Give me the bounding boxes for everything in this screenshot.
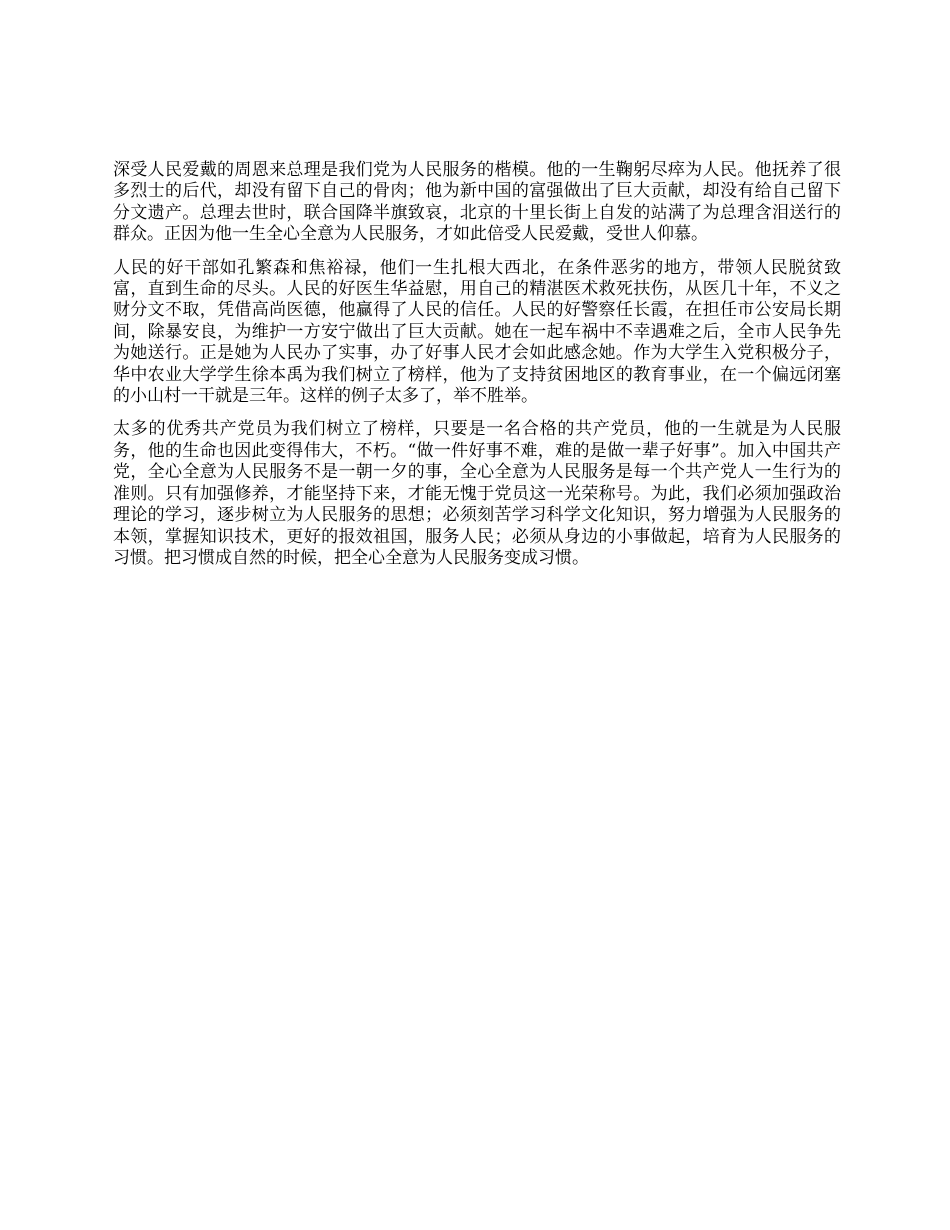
paragraph-3: 太多的优秀共产党员为我们树立了榜样，只要是一名合格的共产党员，他的一生就是为人民服务，他的生命也因此变得伟大，不朽。“做一件好事不难，难的是做一辈子好事”。加入中国共产党，全心全意为人民服务不是一朝一夕的事，全心全意为人民服务是每一个共产党人一生行为的准则。只有加强修养，才能坚持下来，才能无愧于党员这一光荣称号。为此，我们必须加强政治理论的学习，逐步树立为人民服务的思想；必须刻苦学习科学文化知识，努力增强为人民服务的本领，掌握知识技术，更好的报效祖国，服务人民；必须从身边的小事做起，培育为人民服务的习惯。把习惯成自然的时候，把全心全意为人民服务变成习惯。 xyxy=(113,419,841,568)
paragraph-2: 人民的好干部如孔繁森和焦裕禄，他们一生扎根大西北，在条件恶劣的地方，带领人民脱贫致富，直到生命的尽头。人民的好医生华益慰，用自己的精湛医术救死扶伤，从医几十年，不义之财分文不取，凭借高尚医德，他赢得了人民的信任。人民的好警察任长霞，在担任市公安局长期间，除暴安良，为维护一方安宁做出了巨大贡献。她在一起车祸中不幸遇难之后，全市人民争先为她送行。正是她为人民办了实事，办了好事人民才会如此感念她。作为大学生入党积极分子，华中农业大学学生徐本禹为我们树立了榜样，他为了支持贫困地区的教育事业，在一个偏远闭塞的小山村一干就是三年。这样的例子太多了，举不胜举。 xyxy=(113,257,841,407)
paragraph-1: 深受人民爱戴的周恩来总理是我们党为人民服务的楷模。他的一生鞠躬尽瘁为人民。他抚养了很多烈士的后代，却没有留下自己的骨肉；他为新中国的富强做出了巨大贡献，却没有给自己留下分文遗产。总理去世时，联合国降半旗致哀，北京的十里长街上自发的站满了为总理含泪送行的群众。正因为他一生全心全意为人民服务，才如此倍受人民爱戴，受世人仰慕。 xyxy=(113,160,841,245)
document-body xyxy=(113,160,841,581)
